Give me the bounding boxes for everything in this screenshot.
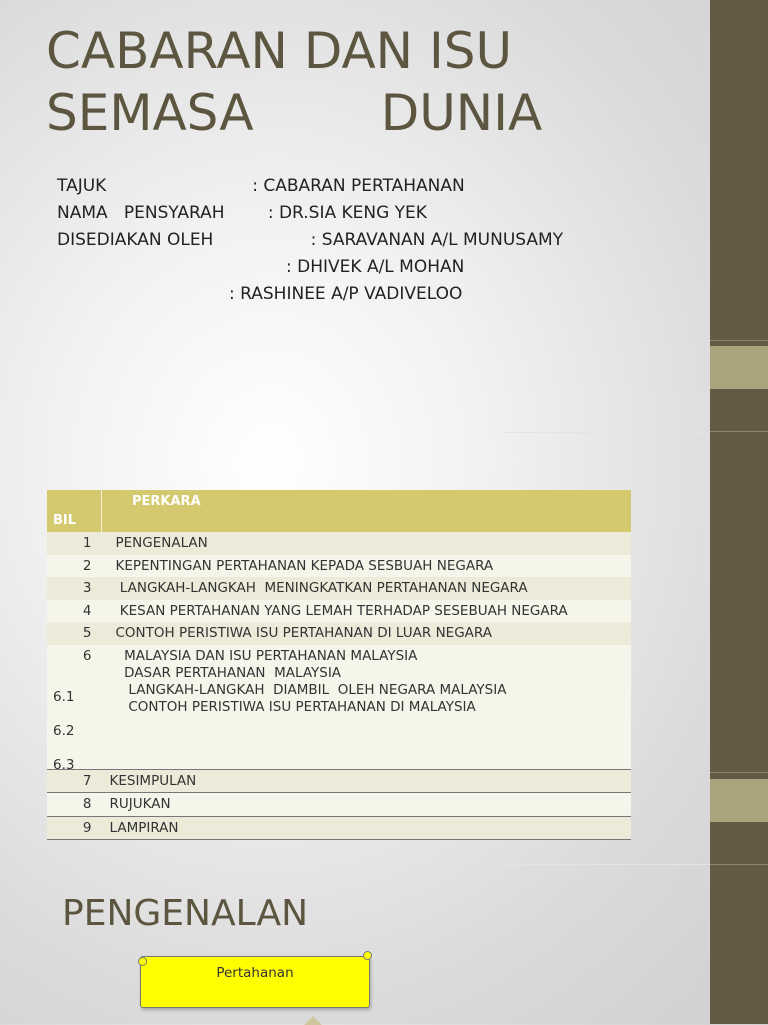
table-row: [47, 600, 631, 623]
info-nama-pensyarah: NAMA PENSYARAH : DR.SIA KENG YEK: [57, 203, 427, 223]
contents-table: [47, 490, 631, 840]
row-perkara: CONTOH PERISTIWA ISU PERTAHANAN DI LUAR NEGARA: [102, 622, 632, 645]
row-bil-group: [47, 645, 102, 773]
info-tajuk: TAJUK : CABARAN PERTAHANAN: [57, 176, 465, 196]
row-bil: 6: [82, 647, 92, 664]
decorative-sidebar: [710, 0, 768, 1024]
sidebar-divider: [710, 431, 768, 432]
sidebar-divider: [710, 864, 768, 865]
scroll-shape: [140, 956, 370, 1008]
row-perkara-line: MALAYSIA DAN ISU PERTAHANAN MALAYSIA: [115, 647, 418, 664]
table-row: [47, 555, 631, 578]
table-row: [47, 622, 631, 645]
row-perkara: RUJUKAN: [102, 793, 632, 817]
sidebar-accent-block: [710, 346, 768, 389]
row-bil: 8: [47, 793, 102, 817]
scroll-curl: [138, 957, 147, 966]
row-perkara-line: LANGKAH-LANGKAH DIAMBIL OLEH NEGARA MALAYSIA: [115, 681, 507, 698]
row-perkara: LANGKAH-LANGKAH MENINGKATKAN PERTAHANAN NEGARA: [102, 577, 632, 600]
table-row: [47, 577, 631, 600]
table-row: [47, 532, 631, 555]
info-member-2: : DHIVEK A/L MOHAN: [286, 257, 465, 277]
sub-number: 6.1: [53, 688, 75, 705]
info-disediakan-oleh: DISEDIAKAN OLEH : SARAVANAN A/L MUNUSAMY: [57, 230, 564, 250]
title-line-2: SEMASA DUNIA: [46, 84, 543, 142]
sidebar-divider: [710, 772, 768, 773]
row-perkara-line: CONTOH PERISTIWA ISU PERTAHANAN DI MALAYSIA: [115, 698, 476, 715]
sub-number: 6.3: [53, 756, 75, 773]
row-perkara: PENGENALAN: [102, 532, 632, 555]
background-divider: [505, 432, 710, 433]
row-bil: 4: [47, 600, 102, 623]
row-perkara: KESAN PERTAHANAN YANG LEMAH TERHADAP SESEBUAH NEGARA: [102, 600, 632, 623]
table-row: [47, 793, 631, 817]
table-row: [47, 645, 631, 770]
row-perkara: KEPENTINGAN PERTAHANAN KEPADA SESBUAH NEGARA: [102, 555, 632, 578]
header-perkara: PERKARA: [102, 490, 632, 532]
sidebar-accent-block: [710, 779, 768, 822]
row-bil: 2: [47, 555, 102, 578]
row-bil: 1: [47, 532, 102, 555]
sub-numbers: [53, 680, 74, 782]
info-member-3: : RASHINEE A/P VADIVELOO: [229, 284, 463, 304]
header-bil: BIL: [47, 490, 102, 532]
row-bil: 9: [47, 816, 102, 840]
table-row: [47, 769, 631, 793]
row-bil: 3: [47, 577, 102, 600]
slide-title: [46, 20, 542, 144]
row-perkara-group: [102, 645, 632, 770]
row-bil: 7: [47, 769, 102, 793]
scroll-label: Pertahanan: [216, 965, 294, 981]
sidebar-divider: [710, 340, 768, 341]
row-bil: 5: [47, 622, 102, 645]
sub-number: 6.2: [53, 722, 75, 739]
section-title: PENGENALAN: [62, 893, 309, 934]
table-header-row: [47, 490, 631, 532]
row-perkara: LAMPIRAN: [102, 816, 632, 840]
row-perkara: KESIMPULAN: [102, 769, 632, 793]
title-line-1: CABARAN DAN ISU: [46, 22, 513, 80]
row-perkara-line: DASAR PERTAHANAN MALAYSIA: [115, 664, 342, 681]
table-row: [47, 816, 631, 840]
scroll-curl: [363, 951, 372, 960]
background-divider: [505, 864, 710, 865]
